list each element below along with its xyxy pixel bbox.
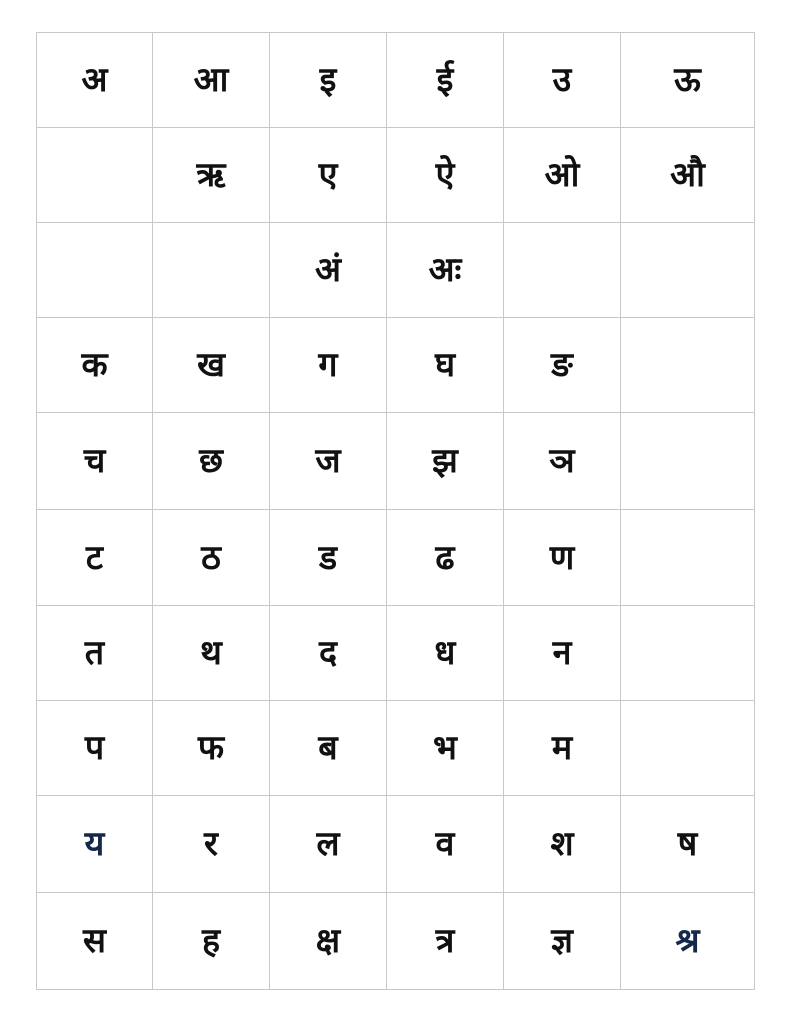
letter-cell: ठ (153, 510, 270, 605)
letter-cell: श (504, 795, 621, 892)
empty-cell (621, 413, 755, 510)
letter-cell: ङ (504, 318, 621, 413)
letter-cell: ज्ञ (504, 892, 621, 989)
letter-cell: ए (270, 128, 387, 223)
letter-cell: ड (270, 510, 387, 605)
letter-cell: ओ (504, 128, 621, 223)
letter-cell: भ (387, 700, 504, 795)
devanagari-alphabet-grid (36, 32, 755, 990)
letter-cell: आ (153, 33, 270, 128)
vowel-row-2 (37, 128, 755, 223)
letter-cell: घ (387, 318, 504, 413)
letter-cell: क्ष (270, 892, 387, 989)
consonant-row-sa (37, 892, 755, 989)
consonant-row-pa (37, 700, 755, 795)
letter-cell: ई (387, 33, 504, 128)
letter-cell: ज (270, 413, 387, 510)
consonant-row-cha (37, 413, 755, 510)
alphabet-chart-sheet (36, 32, 754, 990)
letter-cell: ढ (387, 510, 504, 605)
letter-cell: ऋ (153, 128, 270, 223)
empty-cell (621, 605, 755, 700)
letter-cell: त्र (387, 892, 504, 989)
letter-cell: ऊ (621, 33, 755, 128)
consonant-row-ya (37, 795, 755, 892)
letter-cell: स (37, 892, 153, 989)
empty-cell (621, 223, 755, 318)
consonant-row-ka (37, 318, 755, 413)
letter-cell: औ (621, 128, 755, 223)
letter-cell: झ (387, 413, 504, 510)
empty-cell (37, 128, 153, 223)
letter-cell: य (37, 795, 153, 892)
empty-cell (621, 318, 755, 413)
letter-cell: ह (153, 892, 270, 989)
letter-cell: द (270, 605, 387, 700)
letter-cell: क (37, 318, 153, 413)
letter-cell: श्र (621, 892, 755, 989)
letter-cell: अं (270, 223, 387, 318)
letter-cell: व (387, 795, 504, 892)
letter-cell: ञ (504, 413, 621, 510)
letter-cell: इ (270, 33, 387, 128)
letter-cell: अ (37, 33, 153, 128)
consonant-row-ta-retroflex (37, 510, 755, 605)
empty-cell (621, 700, 755, 795)
empty-cell (37, 223, 153, 318)
vowel-row-3 (37, 223, 755, 318)
consonant-row-ta-dental (37, 605, 755, 700)
letter-cell: ध (387, 605, 504, 700)
letter-cell: ख (153, 318, 270, 413)
empty-cell (504, 223, 621, 318)
empty-cell (153, 223, 270, 318)
letter-cell: फ (153, 700, 270, 795)
letter-cell: प (37, 700, 153, 795)
letter-cell: थ (153, 605, 270, 700)
letter-cell: अः (387, 223, 504, 318)
letter-cell: म (504, 700, 621, 795)
letter-cell: ण (504, 510, 621, 605)
letter-cell: ट (37, 510, 153, 605)
letter-cell: न (504, 605, 621, 700)
letter-cell: त (37, 605, 153, 700)
letter-cell: ष (621, 795, 755, 892)
letter-cell: च (37, 413, 153, 510)
letter-cell: ब (270, 700, 387, 795)
empty-cell (621, 510, 755, 605)
vowel-row-1 (37, 33, 755, 128)
letter-cell: छ (153, 413, 270, 510)
letter-cell: र (153, 795, 270, 892)
letter-cell: उ (504, 33, 621, 128)
letter-cell: ल (270, 795, 387, 892)
letter-cell: ग (270, 318, 387, 413)
letter-cell: ऐ (387, 128, 504, 223)
